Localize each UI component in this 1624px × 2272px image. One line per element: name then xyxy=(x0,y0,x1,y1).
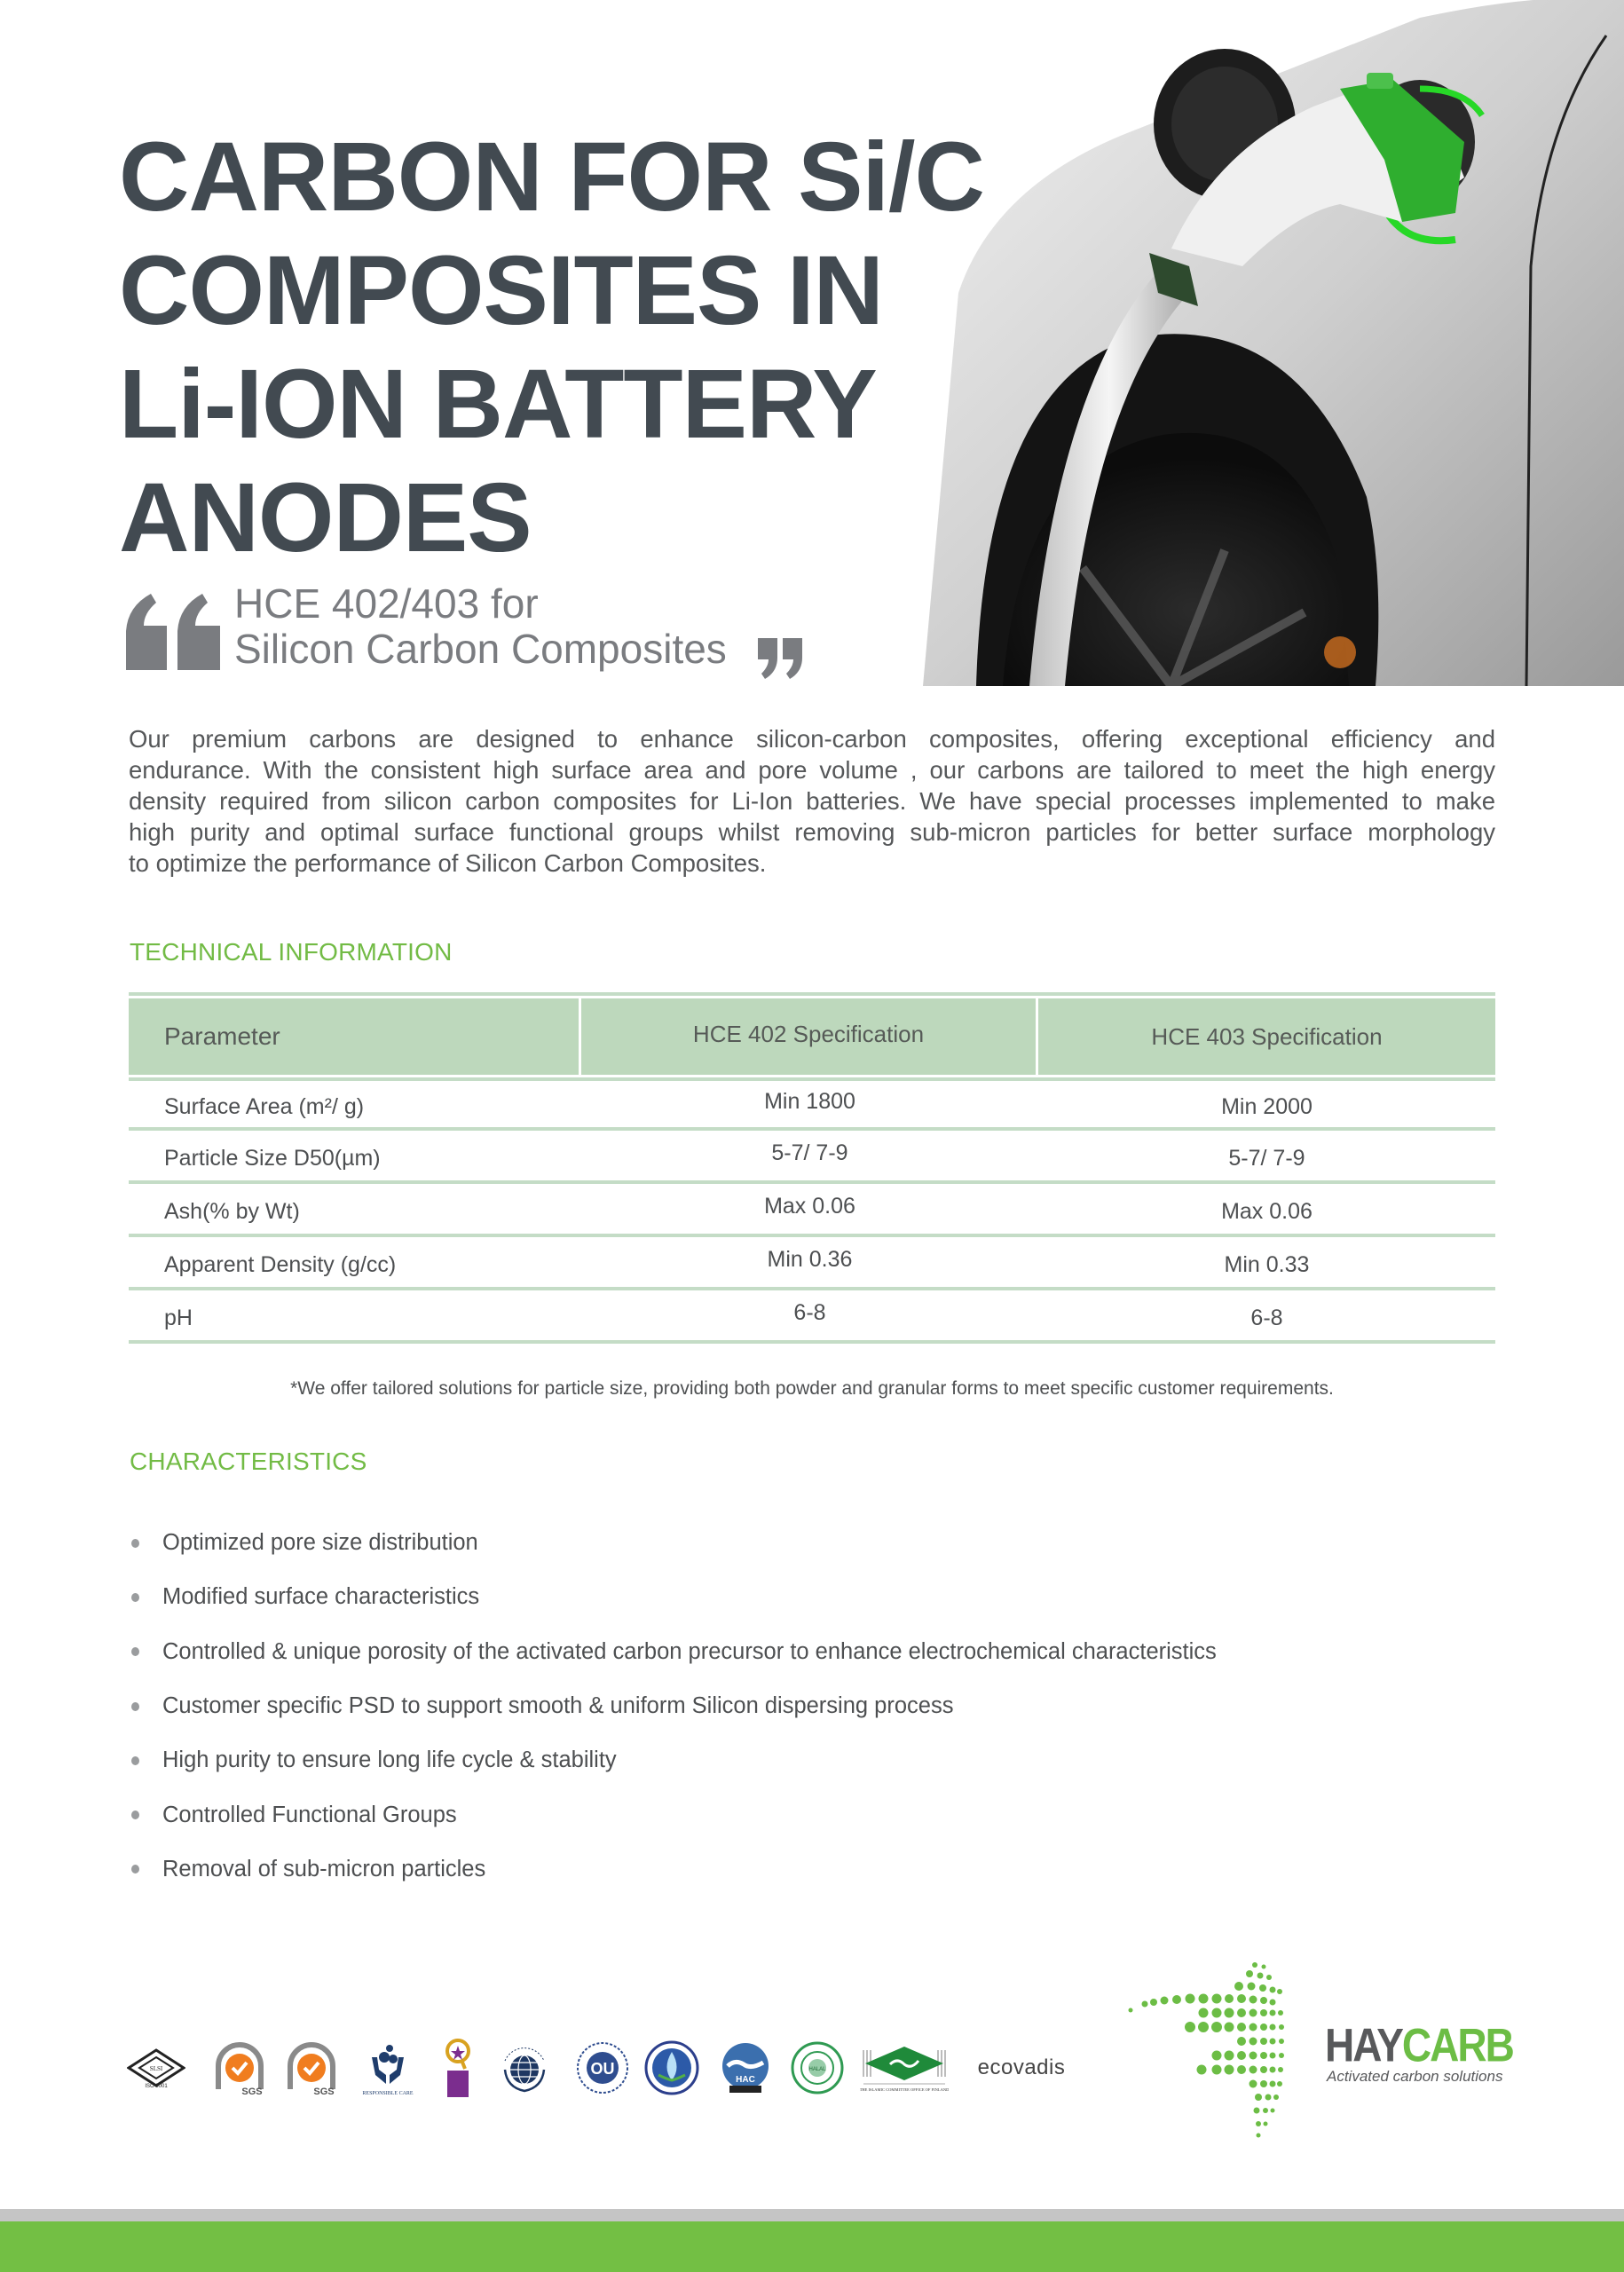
list-item-text: Optimized pore size distribution xyxy=(162,1530,478,1556)
list-item xyxy=(129,1570,1217,1624)
page-title xyxy=(119,121,1006,575)
table-row xyxy=(129,1290,1495,1344)
bullet-icon xyxy=(131,1539,139,1548)
intro-paragraph xyxy=(129,723,1495,879)
table-row xyxy=(129,1237,1495,1290)
hero-ev-charging-image xyxy=(923,0,1624,686)
svg-text:SGS: SGS xyxy=(313,2087,335,2096)
list-item-text: Controlled Functional Groups xyxy=(162,1802,457,1827)
row-param: Apparent Density (g/cc) xyxy=(164,1251,397,1277)
list-item xyxy=(129,1679,1217,1733)
orthodox-union-logo xyxy=(574,2032,631,2103)
row-param: pH xyxy=(164,1305,193,1330)
row-hce403: Min 2000 xyxy=(1221,1093,1313,1119)
list-item-text: Modified surface characteristics xyxy=(162,1584,480,1610)
characteristics-heading: CHARACTERISTICS xyxy=(130,1448,367,1475)
row-hce403: Min 0.33 xyxy=(1224,1251,1310,1277)
bullet-icon xyxy=(131,1702,139,1711)
subtitle-quote xyxy=(126,581,836,683)
row-hce403: Max 0.06 xyxy=(1221,1198,1313,1224)
eco-label-sri-lanka-logo xyxy=(644,2032,699,2103)
haycarb-tagline: Activated carbon solutions xyxy=(1327,2068,1503,2085)
row-hce402: Max 0.06 xyxy=(764,1193,855,1219)
svg-text:OU: OU xyxy=(590,2060,615,2078)
list-item-text: Removal of sub-micron particles xyxy=(162,1856,486,1882)
intro-line: density required from silicon carbon composites for Li-Ion batteries. We have special processes implemented to make xyxy=(129,787,1495,815)
bullet-icon xyxy=(131,1647,139,1656)
bullet-icon xyxy=(131,1810,139,1819)
row-hce402: Min 1800 xyxy=(764,1088,855,1114)
un-global-compact-logo xyxy=(498,2032,551,2103)
svg-text:ISO 9001: ISO 9001 xyxy=(145,2084,168,2087)
header-parameter: Parameter xyxy=(129,998,581,1075)
header-hce403: HCE 403 Specification xyxy=(1151,1022,1383,1050)
sgs-iso45001-logo xyxy=(285,2032,338,2103)
finland-halal-logo xyxy=(860,2032,949,2103)
majlis-ulama-halal-logo xyxy=(789,2032,846,2103)
list-item xyxy=(129,1625,1217,1679)
row-hce402: Min 0.36 xyxy=(767,1246,853,1272)
row-param: Surface Area (m²/ g) xyxy=(164,1093,365,1119)
sgs-iso14001-logo xyxy=(213,2032,266,2103)
list-item xyxy=(129,1733,1217,1787)
svg-text:RESPONSIBLE CARE: RESPONSIBLE CARE xyxy=(362,2091,414,2096)
intro-line: to optimize the performance of Silicon Carbon Composites. xyxy=(129,849,767,877)
row-hce402: 5-7/ 7-9 xyxy=(771,1140,848,1165)
spec-table xyxy=(129,992,1495,1344)
footer-green-bar xyxy=(0,2221,1624,2272)
intro-line: endurance. With the consistent high surface area and pore volume , our carbons are tailored to meet the high energy xyxy=(129,756,1495,784)
row-hce403: 6-8 xyxy=(1250,1305,1283,1330)
title-line-1: CARBON FOR Si/C xyxy=(119,122,984,232)
bullet-icon xyxy=(131,1593,139,1602)
svg-text:SLSI: SLSI xyxy=(149,2065,163,2072)
title-line-4: ANODES xyxy=(119,463,532,572)
open-quote-icon xyxy=(126,594,220,670)
hac-halal-logo xyxy=(717,2032,774,2103)
list-item xyxy=(129,1516,1217,1570)
svg-text:THE ISLAMIC COMMITTEE OFFICE O: THE ISLAMIC COMMITTEE OFFICE OF FINLAND xyxy=(860,2087,949,2092)
intro-line: Our premium carbons are designed to enhance silicon-carbon composites, offering exceptional efficiency and xyxy=(129,725,1495,753)
row-param: Ash(% by Wt) xyxy=(164,1198,300,1224)
row-param: Particle Size D50(µm) xyxy=(164,1145,381,1171)
svg-text:SGS: SGS xyxy=(241,2087,263,2096)
responsible-care-logo xyxy=(359,2032,416,2103)
table-row xyxy=(129,1184,1495,1237)
haycarb-globe-icon xyxy=(1125,1960,1303,2142)
quality-award-logo xyxy=(444,2032,472,2103)
list-item-text: Customer specific PSD to support smooth & uniform Silicon dispersing process xyxy=(162,1693,954,1719)
bullet-icon xyxy=(131,1865,139,1874)
list-item xyxy=(129,1787,1217,1842)
table-footnote: *We offer tailored solutions for particle size, providing both powder and granular forms to meet specific customer requirements. xyxy=(290,1378,1334,1399)
haycarb-wordmark: HAYCARB xyxy=(1325,2018,1513,2071)
header-hce402: HCE 402 Specification xyxy=(581,998,1038,1075)
subtitle-line-1: HCE 402/403 for xyxy=(234,580,539,627)
ecovadis-logo: ecovadis xyxy=(977,2055,1066,2079)
table-row xyxy=(129,1131,1495,1184)
table-row xyxy=(129,1077,1495,1131)
list-item-text: Controlled & unique porosity of the activated carbon precursor to enhance electrochemical characteristics xyxy=(162,1638,1217,1664)
footer-gray-bar xyxy=(0,2209,1624,2221)
slsi-iso9001-logo xyxy=(127,2032,185,2103)
list-item-text: High purity to ensure long life cycle & stability xyxy=(162,1747,617,1773)
table-header-row xyxy=(129,998,1495,1075)
bullet-icon xyxy=(131,1756,139,1765)
title-line-2: COMPOSITES IN xyxy=(119,236,883,345)
list-item xyxy=(129,1842,1217,1897)
technical-information-heading: TECHNICAL INFORMATION xyxy=(130,938,453,966)
intro-line: high purity and optimal surface functional groups whilst removing sub-micron particles for better surface morphology xyxy=(129,818,1495,846)
title-line-3: Li-ION BATTERY xyxy=(119,350,877,459)
characteristics-list xyxy=(129,1516,1217,1897)
close-quote-icon xyxy=(758,638,804,679)
svg-text:HAC: HAC xyxy=(736,2075,755,2085)
svg-text:HALAL: HALAL xyxy=(808,2067,826,2072)
haycarb-logo xyxy=(1125,1960,1513,2142)
row-hce402: 6-8 xyxy=(793,1299,826,1325)
subtitle-line-2: Silicon Carbon Composites xyxy=(234,626,727,672)
table-top-rule xyxy=(129,992,1495,996)
row-hce403: 5-7/ 7-9 xyxy=(1228,1145,1305,1171)
